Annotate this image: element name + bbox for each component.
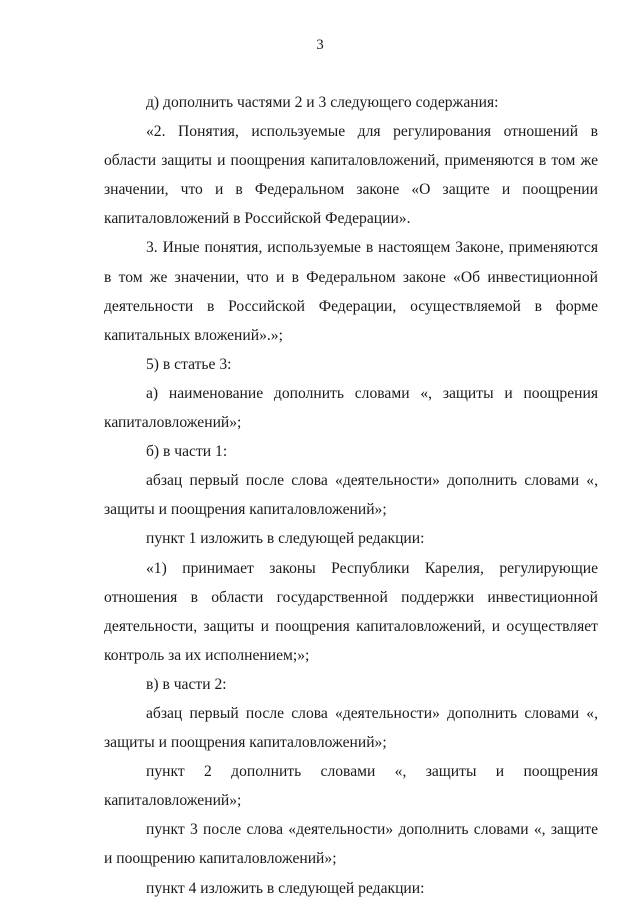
- paragraph-14: пункт 4 изложить в следующей редакции:: [146, 879, 425, 897]
- paragraph-2: «2. Понятия, используемые для регулирования отношений в области защиты и поощрения капиталовложений, применяются в том же значении, что и в Федеральном законе «О защите и поощрении капиталовложений в Российской Федерации».: [104, 123, 598, 228]
- paragraph-8: пункт 1 изложить в следующей редакции:: [146, 530, 425, 548]
- paragraph-9: «1) принимает законы Республики Карелия, регулирующие отношения в области государственной поддержки инвестиционной деятельности, защиты и поощрения капиталовложений, и осуществляет контроль за их исполнением;»;: [104, 559, 598, 664]
- paragraph-13: пункт 3 после слова «деятельности» дополнить словами «, защите и поощрению капиталовложений»;: [104, 821, 598, 868]
- paragraph-12: пункт 2 дополнить словами «, защиты и поощрения капиталовложений»;: [104, 763, 598, 810]
- document-body: [104, 88, 598, 903]
- paragraph-1: д) дополнить частями 2 и 3 следующего содержания:: [146, 94, 499, 111]
- paragraph-11: абзац первый после слова «деятельности» дополнить словами «, защиты и поощрения капиталовложений»;: [104, 704, 598, 752]
- paragraph-6: б) в части 1:: [146, 443, 228, 461]
- page-number: 3: [316, 37, 324, 53]
- paragraph-4: 5) в статье 3:: [146, 355, 232, 373]
- paragraph-7: абзац первый после слова «деятельности» дополнить словами «, защиты и поощрения капиталовложений»;: [104, 472, 598, 519]
- paragraph-5: а) наименование дополнить словами «, защиты и поощрения капиталовложений»;: [104, 384, 598, 432]
- paragraph-10: в) в части 2:: [146, 675, 227, 693]
- paragraph-3: 3. Иные понятия, используемые в настоящем Законе, применяются в том же значении, что и в Федеральном законе «Об инвестиционной деятельности в Российской Федерации, осуществляемой в форме капитальных вложений».»;: [104, 239, 598, 344]
